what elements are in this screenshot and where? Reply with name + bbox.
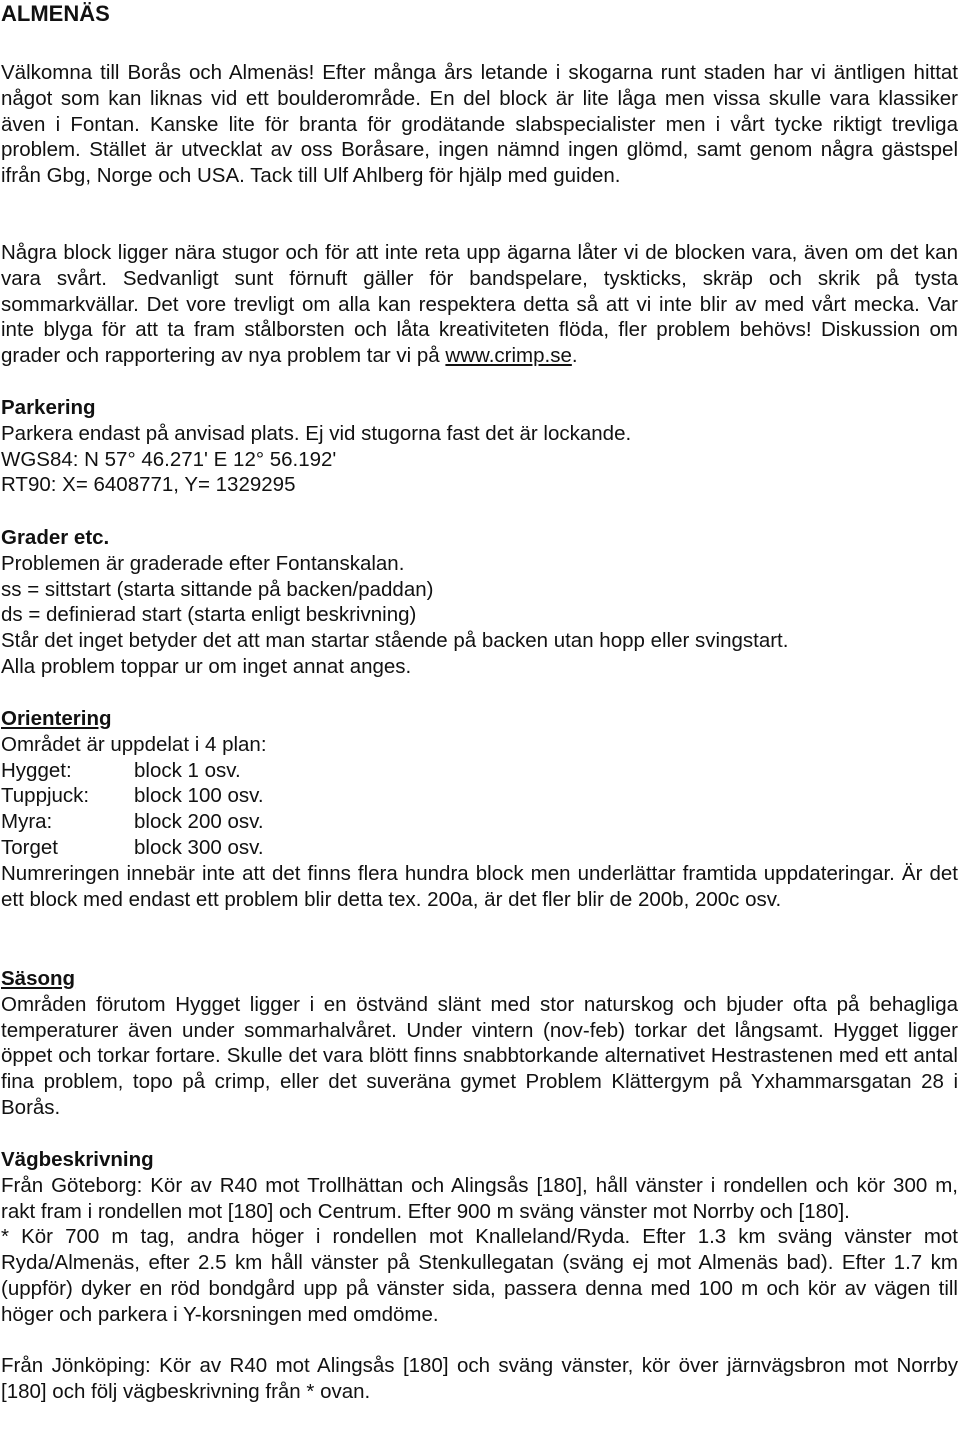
plan-name: Hygget:: [1, 758, 72, 782]
plan-name: Torget: [1, 835, 58, 859]
grader-line: Står det inget betyder det att man startar stående på backen utan hopp eller svingstart.: [1, 629, 789, 653]
intro-paragraph-2-text: Några block ligger nära stugor och för att inte reta upp ägarna låter vi de blocken vara, även om det kan vara svårt. Sedvanligt sunt förnuft gäller för bandspelare, tyskticks, skräp och skrik på tysta sommarkvällar. Det vore trevligt om alla kan respektera detta så att vi inte blir av med vårt mecka. Var inte blyga för att ta fram stålborsten och låta kreativiteten flöda, fler problem behövs! Diskussion om grader och rapportering av nya problem tar vi på: [1, 241, 958, 368]
grader-line: Problemen är graderade efter Fontanskalan.: [1, 551, 405, 575]
grader-line: Alla problem toppar ur om inget annat anges.: [1, 654, 412, 678]
vagbeskrivning-goteborg: Från Göteborg: Kör av R40 mot Trollhättan och Alingsås [180], håll vänster i rondellen och kör 300 m, rakt fram i rondellen mot [180] och Centrum. Efter 900 m sväng vänster mot Norrby och [180].: [1, 1173, 958, 1223]
parkering-line: RT90: X= 6408771, Y= 1329295: [1, 473, 296, 497]
plan-block: block 200 osv.: [134, 810, 264, 834]
intro-paragraph-1: Välkomna till Borås och Almenäs! Efter många års letande i skogarna runt staden har vi äntligen hittat något som kan liknas vid ett boulderområde. En del block är lite låga men vissa skulle vara klassiker även i Fontan. Kanske lite för branta för grodätande slabspecialister men i vårt tycke riktigt trevliga problem. Stället är utvecklat av oss Boråsare, ingen nämnd ingen glömd, samt genom några gästspel ifrån Gbg, Norge och USA. Tack till Ulf Ahlberg för hjälp med guiden.: [1, 61, 958, 188]
sasong-heading: Säsong: [1, 967, 76, 990]
parkering-heading: Parkering: [1, 396, 96, 419]
intro-paragraph-2: [1, 240, 958, 369]
parkering-line: Parkera endast på anvisad plats. Ej vid stugorna fast det är lockande.: [1, 421, 632, 445]
plan-row: [1, 809, 958, 835]
grader-line: ds = definierad start (starta enligt beskrivning): [1, 603, 417, 627]
plan-row: [1, 758, 958, 784]
plan-name: Tuppjuck:: [1, 784, 90, 808]
plan-row: [1, 783, 958, 809]
sasong-text: Områden förutom Hygget ligger i en östvänd slänt med stor naturskog och bjuder ofta på behagliga temperaturer även under sommarhalvåret. Under vintern (nov-feb) torkar det långsamt. Hygget ligger öppet och torkar fortare. Skulle det vara blött finns snabbtorkande alternativet Hestrastenen med ett antal fina problem, topo på crimp, eller det suveräna gymet Problem Klättergym på Yxhammarsgatan 28 i Borås.: [1, 992, 958, 1119]
plan-name: Myra:: [1, 810, 53, 834]
plan-block: block 300 osv.: [134, 835, 264, 859]
orientering-section: [1, 706, 958, 912]
vagbeskrivning-route: * Kör 700 m tag, andra höger i rondellen mot Knalleland/Ryda. Efter 1.3 km sväng vänster mot Ryda/Almenäs, efter 2.5 km håll vänster på Stenkullegatan (sväng ej mot Almenäs bad). Efter 1.7 km (uppför) dyker en röd bondgård upp på vänster sida, passera denna med 100 m och kör av vägen till höger och parkera i Y-korsningen med omdöme.: [1, 1225, 958, 1326]
parkering-line: WGS84: N 57° 46.271' E 12° 56.192': [1, 447, 337, 471]
crimp-link[interactable]: www.crimp.se: [445, 344, 572, 368]
vagbeskrivning-section: [1, 1147, 958, 1405]
orientering-intro: Området är uppdelat i 4 plan:: [1, 732, 267, 756]
orientering-heading: Orientering: [1, 707, 112, 730]
grader-section: [1, 525, 958, 680]
orientering-note: Numreringen innebär inte att det finns flera hundra block men underlättar framtida uppdateringar. Är det ett block med endast ett problem blir detta tex. 200a, är det fler blir de 200b, 200c osv.: [1, 861, 958, 911]
page-title: ALMENÄS: [1, 1, 110, 26]
grader-line: ss = sittstart (starta sittande på backen/paddan): [1, 577, 434, 601]
grader-heading: Grader etc.: [1, 526, 110, 549]
vagbeskrivning-heading: Vägbeskrivning: [1, 1148, 154, 1171]
plan-row: [1, 835, 958, 861]
parkering-section: [1, 395, 958, 498]
plan-block: block 100 osv.: [134, 784, 264, 808]
sasong-section: [1, 966, 958, 1121]
plan-block: block 1 osv.: [134, 758, 241, 782]
vagbeskrivning-jonkoping: Från Jönköping: Kör av R40 mot Alingsås [180] och sväng vänster, kör över järnvägsbron mot Norrby [180] och följ vägbeskrivning från * ovan.: [1, 1354, 958, 1404]
intro-paragraph-2-end: .: [571, 344, 578, 368]
